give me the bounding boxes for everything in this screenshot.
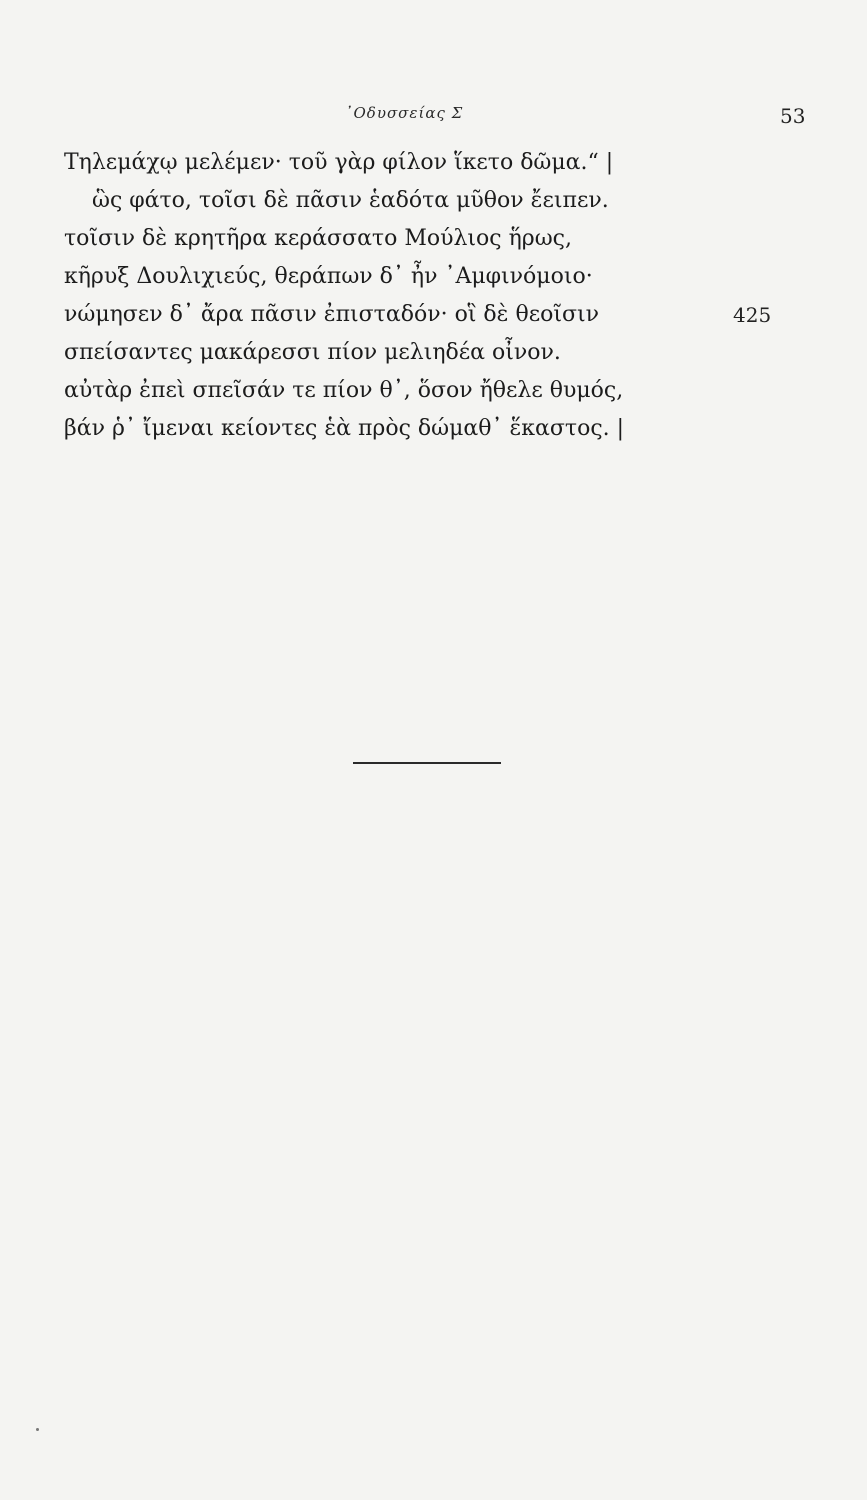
verse-text: ὣς φάτο, τοῖσι δὲ πᾶσιν ἑαδότα μῦθον ἔειπεν. xyxy=(92,188,609,213)
verse-text: νώμησεν δ᾿ ἄρα πᾶσιν ἐπισταδόν· οἳ δὲ θεοῖσιν xyxy=(64,302,600,327)
page-header xyxy=(0,104,867,134)
verse-line-number: 425 xyxy=(733,303,772,327)
verse-text: αὐτὰρ ἐπεὶ σπεῖσάν τε πίον θ᾿, ὅσον ἤθελε θυμός, xyxy=(64,378,624,403)
show-through-shading xyxy=(700,290,860,350)
verse-text: σπείσαντες μακάρεσσι πίον μελιηδέα οἶνον. xyxy=(64,340,561,365)
verse-text: Τηλεμάχῳ μελέμεν· τοῦ γὰρ φίλον ἵκετο δῶμα.“ | xyxy=(64,150,614,175)
verse-text: τοῖσιν δὲ κρητῆρα κεράσσατο Μούλιος ἥρως, xyxy=(64,226,572,251)
paper-speck xyxy=(36,1428,39,1431)
section-separator-rule xyxy=(353,762,501,764)
verse-text: κῆρυξ Δουλιχιεύς, θεράπων δ᾿ ἦν ᾿Αμφινόμοιο· xyxy=(64,264,593,289)
running-title: ᾿Οδυσσείας Σ xyxy=(345,104,464,122)
page-number: 53 xyxy=(780,104,806,128)
verse-text: βάν ῥ᾿ ἴμεναι κείοντες ἑὰ πρὸς δώμαθ᾿ ἕκαστος. | xyxy=(64,416,625,441)
